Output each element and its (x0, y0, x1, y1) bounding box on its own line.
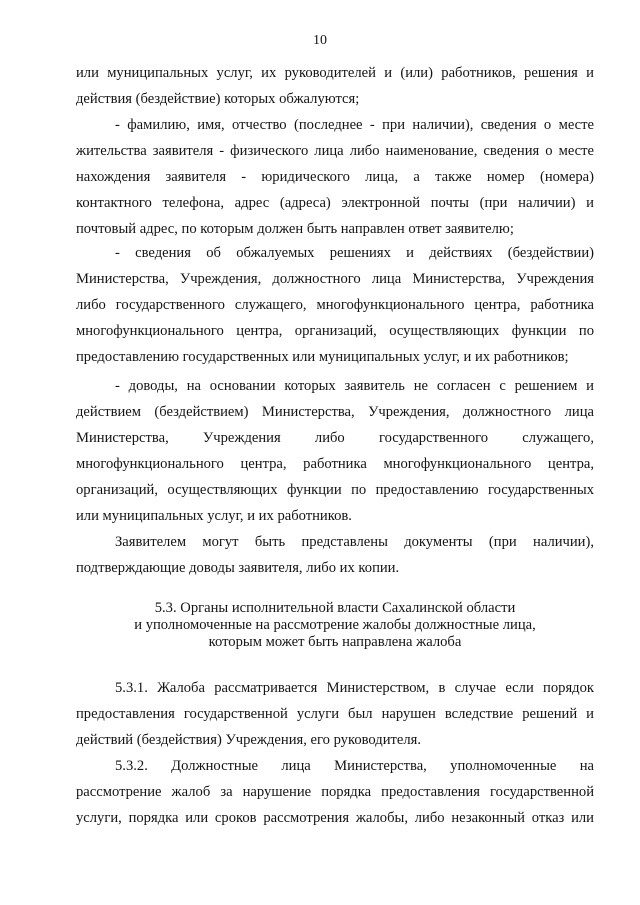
text-line: или муниципальных услуг, и их работников. (76, 508, 352, 524)
paragraph-5-3-1 (76, 675, 594, 753)
paragraph-continuation (76, 60, 594, 112)
text-line: жительства заявителя - физического лица либо наименование, сведения о месте (76, 143, 594, 159)
text-line: предоставления государственной услуги был нарушен вследствие решений и (76, 706, 594, 722)
paragraph-5-3-2 (76, 753, 594, 831)
text-line: подтверждающие доводы заявителя, либо их копии. (76, 560, 400, 576)
text-line: действий (бездействия) Учреждения, его руководителя. (76, 732, 422, 748)
text-line: - фамилию, имя, отчество (последнее - при наличии), сведения о месте (115, 117, 594, 133)
text-line: Заявителем могут быть представлены документы (при наличии), (115, 534, 594, 550)
heading-line: 5.3. Органы исполнительной власти Сахалинской области (154, 600, 516, 616)
paragraph-documents (76, 529, 594, 581)
paragraph-arguments (76, 373, 594, 529)
text-line: почтовый адрес, по которым должен быть направлен ответ заявителю; (76, 221, 514, 237)
text-line: - сведения об обжалуемых решениях и действиях (бездействии) (115, 245, 594, 261)
text-line: 5.3.1. Жалоба рассматривается Министерством, в случае если порядок (115, 680, 594, 696)
page-number: 10 (313, 33, 327, 48)
paragraph-applicant-details (76, 112, 594, 242)
text-line: 5.3.2. Должностные лица Министерства, уполномоченные на (115, 758, 594, 774)
section-heading (76, 600, 594, 651)
text-line: или муниципальных услуг, их руководителей и (или) работников, решения и (76, 65, 594, 81)
text-line: организаций, осуществляющих функции по предоставлению государственных (76, 482, 594, 498)
text-line: действия (бездействие) которых обжалуются; (76, 91, 360, 107)
text-line: рассмотрение жалоб за нарушение порядка предоставления государственной (76, 784, 594, 800)
heading-line: которым может быть направлена жалоба (208, 634, 462, 650)
text-line: многофункционального центра, организаций, осуществляющих функции по (76, 323, 594, 339)
paragraph-appealed-decisions (76, 240, 594, 370)
text-line: услуги, порядка или сроков рассмотрения жалобы, либо незаконный отказ или (76, 810, 594, 826)
text-line: многофункционального центра, работника многофункционального центра, (76, 456, 594, 472)
text-line: либо государственного служащего, многофункционального центра, работника (76, 297, 594, 313)
text-line: - доводы, на основании которых заявитель не согласен с решением и (115, 378, 594, 394)
text-line: нахождения заявителя - юридического лица, а также номер (номера) (76, 169, 594, 185)
text-line: Министерства, Учреждения либо государственного служащего, (76, 430, 594, 446)
text-line: действием (бездействием) Министерства, Учреждения, должностного лица (76, 404, 594, 420)
text-line: контактного телефона, адрес (адреса) электронной почты (при наличии) и (76, 195, 594, 211)
heading-line: и уполномоченные на рассмотрение жалобы должностные лица, (134, 617, 536, 633)
text-line: Министерства, Учреждения, должностного лица Министерства, Учреждения (76, 271, 594, 287)
text-line: предоставлению государственных или муниципальных услуг, и их работников; (76, 349, 569, 365)
